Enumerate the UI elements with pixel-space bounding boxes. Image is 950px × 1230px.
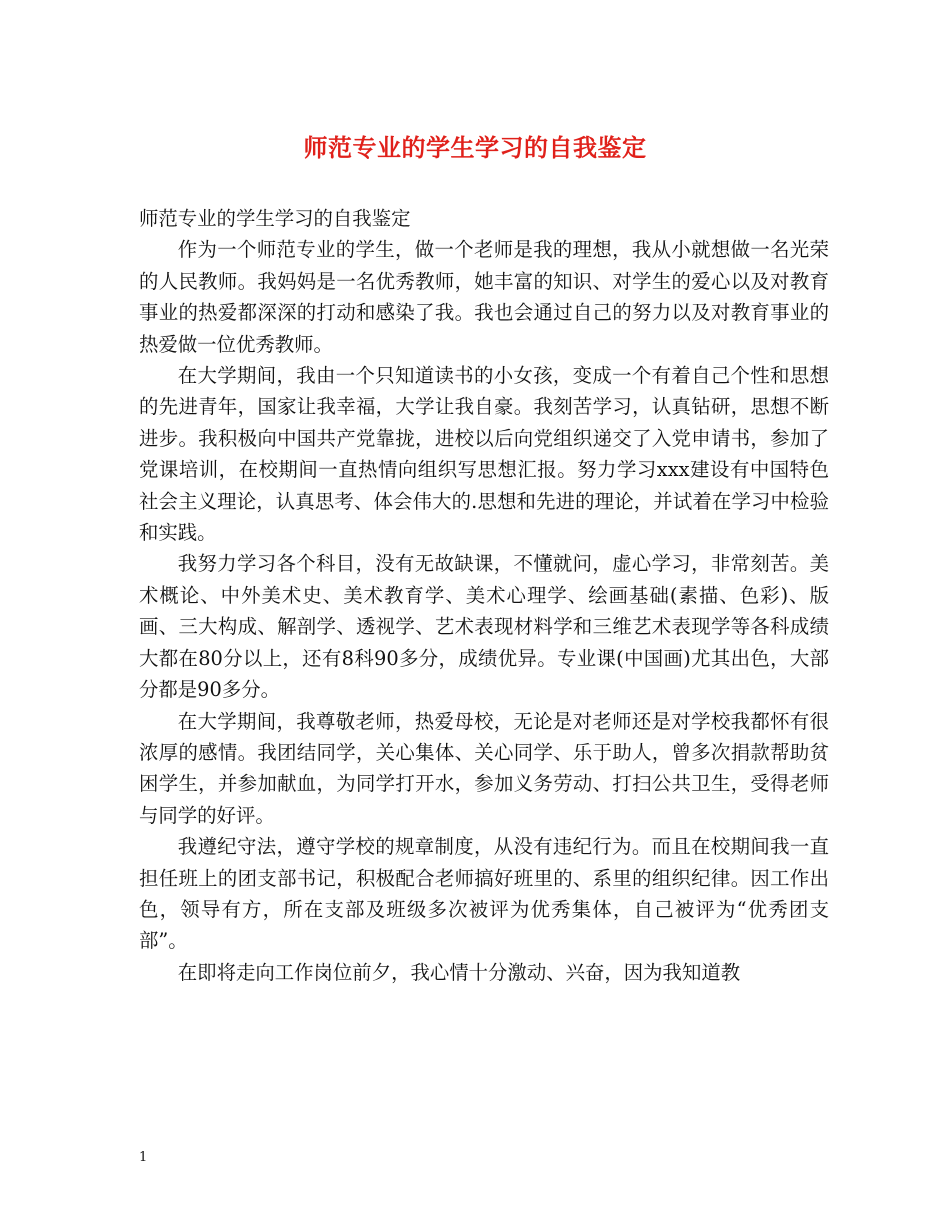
document-subtitle: 师范专业的学生学习的自我鉴定	[139, 207, 411, 230]
paragraph-1: 作为一个师范专业的学生，做一个老师是我的理想，我从小就想做一名光荣的人民教师。我妈妈是一名优秀教师，她丰富的知识、对学生的爱心以及对教育事业的热爱都深深的打动和感染了我。我也会通过自己的努力以及对教育事业的热爱做一位优秀教师。	[139, 238, 829, 356]
paragraph-5: 我遵纪守法，遵守学校的规章制度，从没有违纪行为。而且在校期间我一直担任班上的团支部书记，积极配合老师搞好班里的、系里的组织纪律。因工作出色，领导有方，所在支部及班级多次被评为优秀集体，自己被评为“优秀团支部”。	[139, 835, 829, 953]
paragraph-4: 在大学期间，我尊敬老师，热爱母校，无论是对老师还是对学校我都怀有很浓厚的感情。我团结同学，关心集体、关心同学、乐于助人，曾多次捐款帮助贫困学生，并参加献血，为同学打开水，参加义务劳动、打扫公共卫生，受得老师与同学的好评。	[139, 709, 829, 827]
page-number: 1	[139, 1150, 148, 1165]
paragraph-2: 在大学期间，我由一个只知道读书的小女孩，变成一个有着自己个性和思想的先进青年，国家让我幸福，大学让我自豪。我刻苦学习，认真钻研，思想不断进步。我积极向中国共产党靠拢，进校以后向党组织递交了入党申请书，参加了党课培训，在校期间一直热情向组织写思想汇报。努力学习xxx建设有中国特色社会主义理论，认真思考、体会伟大的.思想和先进的理论，并试着在学习中检验和实践。	[139, 364, 829, 545]
document-body	[139, 203, 829, 988]
paragraph-3: 我努力学习各个科目，没有无故缺课，不懂就问，虚心学习，非常刻苦。美术概论、中外美术史、美术教育学、美术心理学、绘画基础(素描、色彩)、版画、三大构成、解剖学、透视学、艺术表现材料学和三维艺术表现学等各科成绩大都在80分以上，还有8科90多分，成绩优异。专业课(中国画)尤其出色，大部分都是90多分。	[139, 552, 829, 702]
document-title: 师范专业的学生学习的自我鉴定	[303, 133, 647, 162]
paragraph-6: 在即将走向工作岗位前夕，我心情十分激动、兴奋，因为我知道教	[177, 960, 741, 984]
